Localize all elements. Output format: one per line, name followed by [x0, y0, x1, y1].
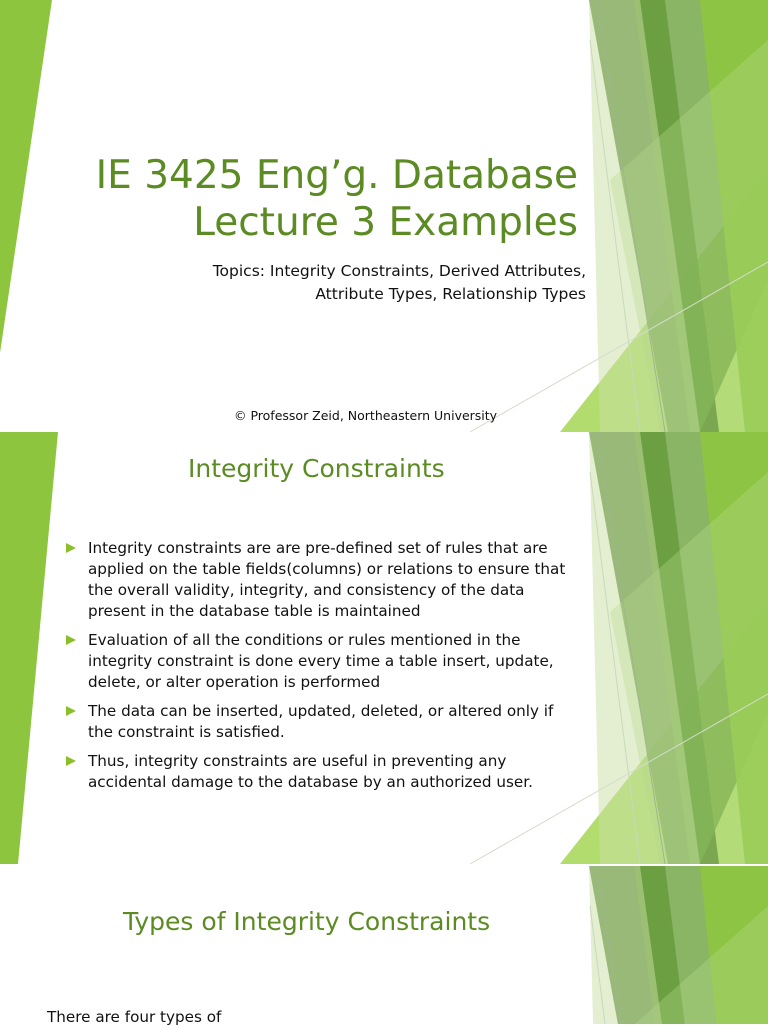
- title-slide: [0, 0, 768, 432]
- list-item: Integrity constraints are are pre-defined set of rules that are applied on the table fields(columns) or relations to ensure that the overall validity, integrity, and consistency of the data present in the database table is maintained: [66, 538, 606, 622]
- triangle-bullet-icon: [66, 543, 76, 553]
- slide-title: [96, 152, 578, 246]
- list-item: Thus, integrity constraints are useful in preventing any accidental damage to the database by an authorized user.: [66, 751, 606, 793]
- body-text: There are four types of: [47, 1008, 222, 1026]
- types-of-constraints-slide: [0, 866, 768, 1024]
- subtitle-line-2: Attribute Types, Relationship Types: [315, 285, 586, 303]
- copyright-notice: © Professor Zeid, Northeastern University: [234, 408, 498, 423]
- triangle-bullet-icon: [66, 635, 76, 645]
- slide-decoration: [0, 866, 768, 1024]
- title-line-2: Lecture 3 Examples: [193, 200, 578, 245]
- slide-subtitle: [213, 260, 586, 306]
- slide-title: Types of Integrity Constraints: [123, 907, 491, 936]
- left-accent-shape: [0, 0, 52, 353]
- subtitle-line-1: Topics: Integrity Constraints, Derived Attributes,: [212, 262, 586, 280]
- triangle-bullet-icon: [66, 706, 76, 716]
- bullet-list: [66, 538, 606, 801]
- list-item: Evaluation of all the conditions or rules mentioned in the integrity constraint is done every time a table insert, update, delete, or alter operation is performed: [66, 630, 606, 693]
- title-line-1: IE 3425 Eng’g. Database: [95, 153, 578, 198]
- slide-title: Integrity Constraints: [188, 454, 445, 483]
- left-accent-shape: [0, 432, 58, 864]
- list-item: The data can be inserted, updated, deleted, or altered only if the constraint is satisfied.: [66, 701, 606, 743]
- triangle-bullet-icon: [66, 756, 76, 766]
